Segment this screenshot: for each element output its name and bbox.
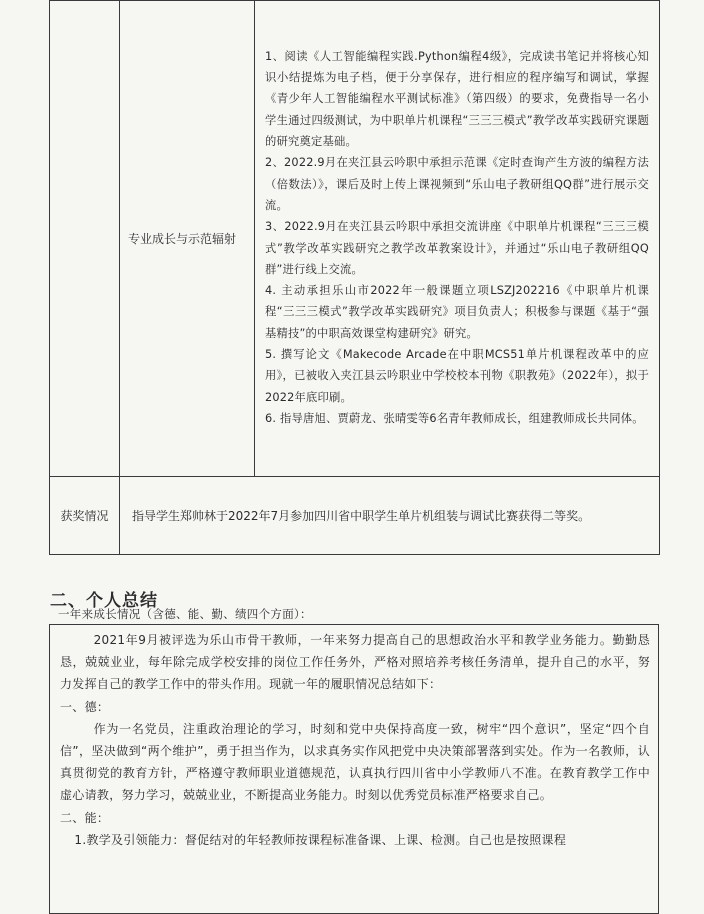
growth-item-2: 2、2022.9月在夹江县云吟职中承担示范课《定时查询产生方波的编程方法（倍数法）》，课后及时上传上课视频到“乐山电子教研组QQ群”进行展示交流。 [265, 156, 649, 212]
growth-item-1: 1、阅读《人工智能编程实践.Python编程4级》，完成读书笔记并将核心知识小结提炼为电子档，便于分享保存，进行相应的程序编写和调试，掌握《青少年人工智能编程水平测试标准》（第四级）的要求，免费指导一名小学生通过四级测试，为中职单片机课程“三三三模式”教学改革实践研究课题的研究奠定基础。 [265, 49, 649, 149]
award-row [50, 477, 660, 555]
achievement-table [49, 0, 660, 555]
growth-label: 专业成长与示范辐射 [120, 1, 255, 477]
growth-item-4: 4. 主动承担乐山市2022年一般课题立项LSZJ202216《中职单片机课程“三三三模式”教学改革实践研究》项目负责人；积极参与课题《基于“强基精技”的中职高效课堂构建研究》研究。 [265, 284, 649, 340]
empty-cell [50, 1, 120, 477]
section-subtitle: 一年来成长情况（含德、能、勤、绩四个方面）： [58, 607, 312, 621]
award-text: 指导学生郑帅林于2022年7月参加四川省中职学生单片机组装与调试比赛获得二等奖。 [120, 477, 660, 555]
growth-item-3: 3、2022.9月在夹江县云吟职中承担交流讲座《中职单片机课程“三三三模式”教学改革实践研究之教学改革教案设计》，并通过“乐山电子教研组QQ群”进行线上交流。 [265, 220, 649, 276]
section-title: 二、个人总结 [50, 591, 158, 611]
summary-box [49, 624, 659, 914]
summary-paragraph-2: 作为一名党员，注重政治理论的学习，时刻和党中央保持高度一致，树牢“四个意识”，坚定“四个自信”，坚决做到“两个维护”，勇于担当作为，以求真务实作风把党中央决策部署落到实处。作为一名教师，认真贯彻党的教育方针，严格遵守教师职业道德规范，认真执行四川省中小学教师八不准。在教育教学工作中虚心请教，努力学习，兢兢业业，不断提高业务能力。时刻以优秀党员标准严格要求自己。 [60, 721, 650, 803]
summary-paragraph-3: 1.教学及引领能力：督促结对的年轻教师按课程标准备课、上课、检测。自己也是按照课程 [74, 832, 567, 847]
award-label: 获奖情况 [50, 477, 120, 555]
growth-row [50, 1, 660, 477]
summary-heading-neng: 二、能： [60, 810, 110, 825]
summary-paragraph-1: 2021年9月被评选为乐山市骨干教师，一年来努力提高自己的思想政治水平和教学业务能力。勤勤恳恳，兢兢业业，每年除完成学校安排的岗位工作任务外，严格对照培养考核任务清单，提升自己的水平，努力发挥自己的教学工作中的带头作用。现就一年的履职情况总结如下： [60, 633, 650, 692]
growth-item-6: 6. 指导唐旭、贾蔚龙、张晴雯等6名青年教师成长，组建教师成长共同体。 [265, 411, 644, 425]
growth-item-5: 5. 撰写论文《Makecode Arcade在中职MCS51单片机课程改革中的应用》，已被收入夹江县云吟职业中学校校本刊物《职教苑》（2022年），拟于2022年底印刷。 [265, 347, 649, 404]
summary-heading-de: 一、德： [60, 699, 110, 714]
growth-items [255, 1, 660, 477]
